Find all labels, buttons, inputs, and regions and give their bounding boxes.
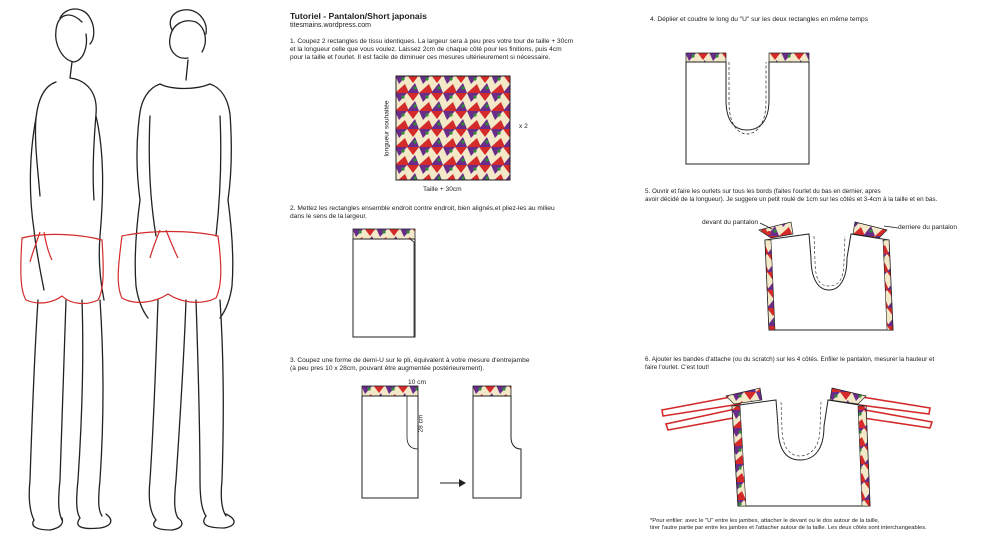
pointer-arrows bbox=[760, 220, 900, 234]
fabric-rectangle-diagram bbox=[395, 75, 515, 183]
derriere-label: derriere du pantalon bbox=[898, 224, 958, 231]
tutorial-title: Tutoriel - Pantalon/Short japonais bbox=[290, 11, 427, 21]
figures-illustration bbox=[0, 0, 240, 545]
multiplier-label: x 2 bbox=[519, 123, 528, 130]
step-3-text: 3. Coupez une forme de demi-U sur le pli, équivalent à votre mesure d'entrejambe (à peu pres 10 x 28cm, pouvant être augmentée postérieurement). bbox=[290, 357, 530, 372]
step-4-text: 4. Déplier et coudre le long du "U" sur les deux rectangles en même temps bbox=[650, 16, 868, 23]
final-pants-diagram bbox=[660, 374, 940, 514]
dim-10-label: 10 cm bbox=[408, 379, 426, 386]
step-1-text: 1. Coupez 2 rectangles de tissu identiques. La largeur sera à peu pres votre tour de taille + 30cm et la longueur celle que vous voulez. Laissez 2cm de chaque côté pour les finitions, puis 4cm pour la taille et l'ourlet. Il est facile de diminuer ces mesures ultérieurement si nécessaire. bbox=[290, 38, 574, 61]
hemmed-u-diagram bbox=[755, 218, 905, 336]
cut-diagram-after bbox=[472, 385, 524, 500]
unfolded-u-diagram bbox=[685, 52, 813, 166]
taille-label: Taille + 30cm bbox=[423, 186, 462, 193]
arrow-icon bbox=[440, 478, 466, 488]
fabric-rectangle bbox=[396, 76, 510, 180]
cut-diagram-before bbox=[361, 385, 423, 500]
website: titesmains.wordpress.com bbox=[290, 22, 371, 29]
longueur-label: longueur souhaitée bbox=[383, 100, 391, 157]
folded-rectangle-diagram bbox=[352, 228, 418, 340]
dim-28-label: 28 cm bbox=[417, 414, 425, 433]
step-5-text: 5. Ouvrir et faire les ourlets sur tous les bords (faites l'ourlet du bas en dernier, apres avoir décidé de la longueur). Je suggere un petit roulé de 1cm sur les côtés et 3-4cm à la taille et en bas. bbox=[645, 188, 938, 203]
step-6-text: 6. Ajouter les bandes d'attache (ou du scratch) sur les 4 côtés. Enfiler le pantalon, mesurer la hauteur et faire l'ourlet. C'est tout! bbox=[645, 356, 935, 371]
footnote: *Pour enfiler: avec le "U" entre les jambes, attacher le devant ou le dos autour de la taille, tirer l'autre partie par entre les jambes et l'attacher autour de la taille. Les deux côtés sont interchangeables. bbox=[650, 518, 927, 531]
step-2-text: 2. Mettez les rectangles ensemble endroit contre endroit, bien alignés,et pliez-les au milieu dans le sens de la largeur. bbox=[290, 205, 555, 220]
devant-label: devant du pantalon bbox=[702, 219, 759, 226]
